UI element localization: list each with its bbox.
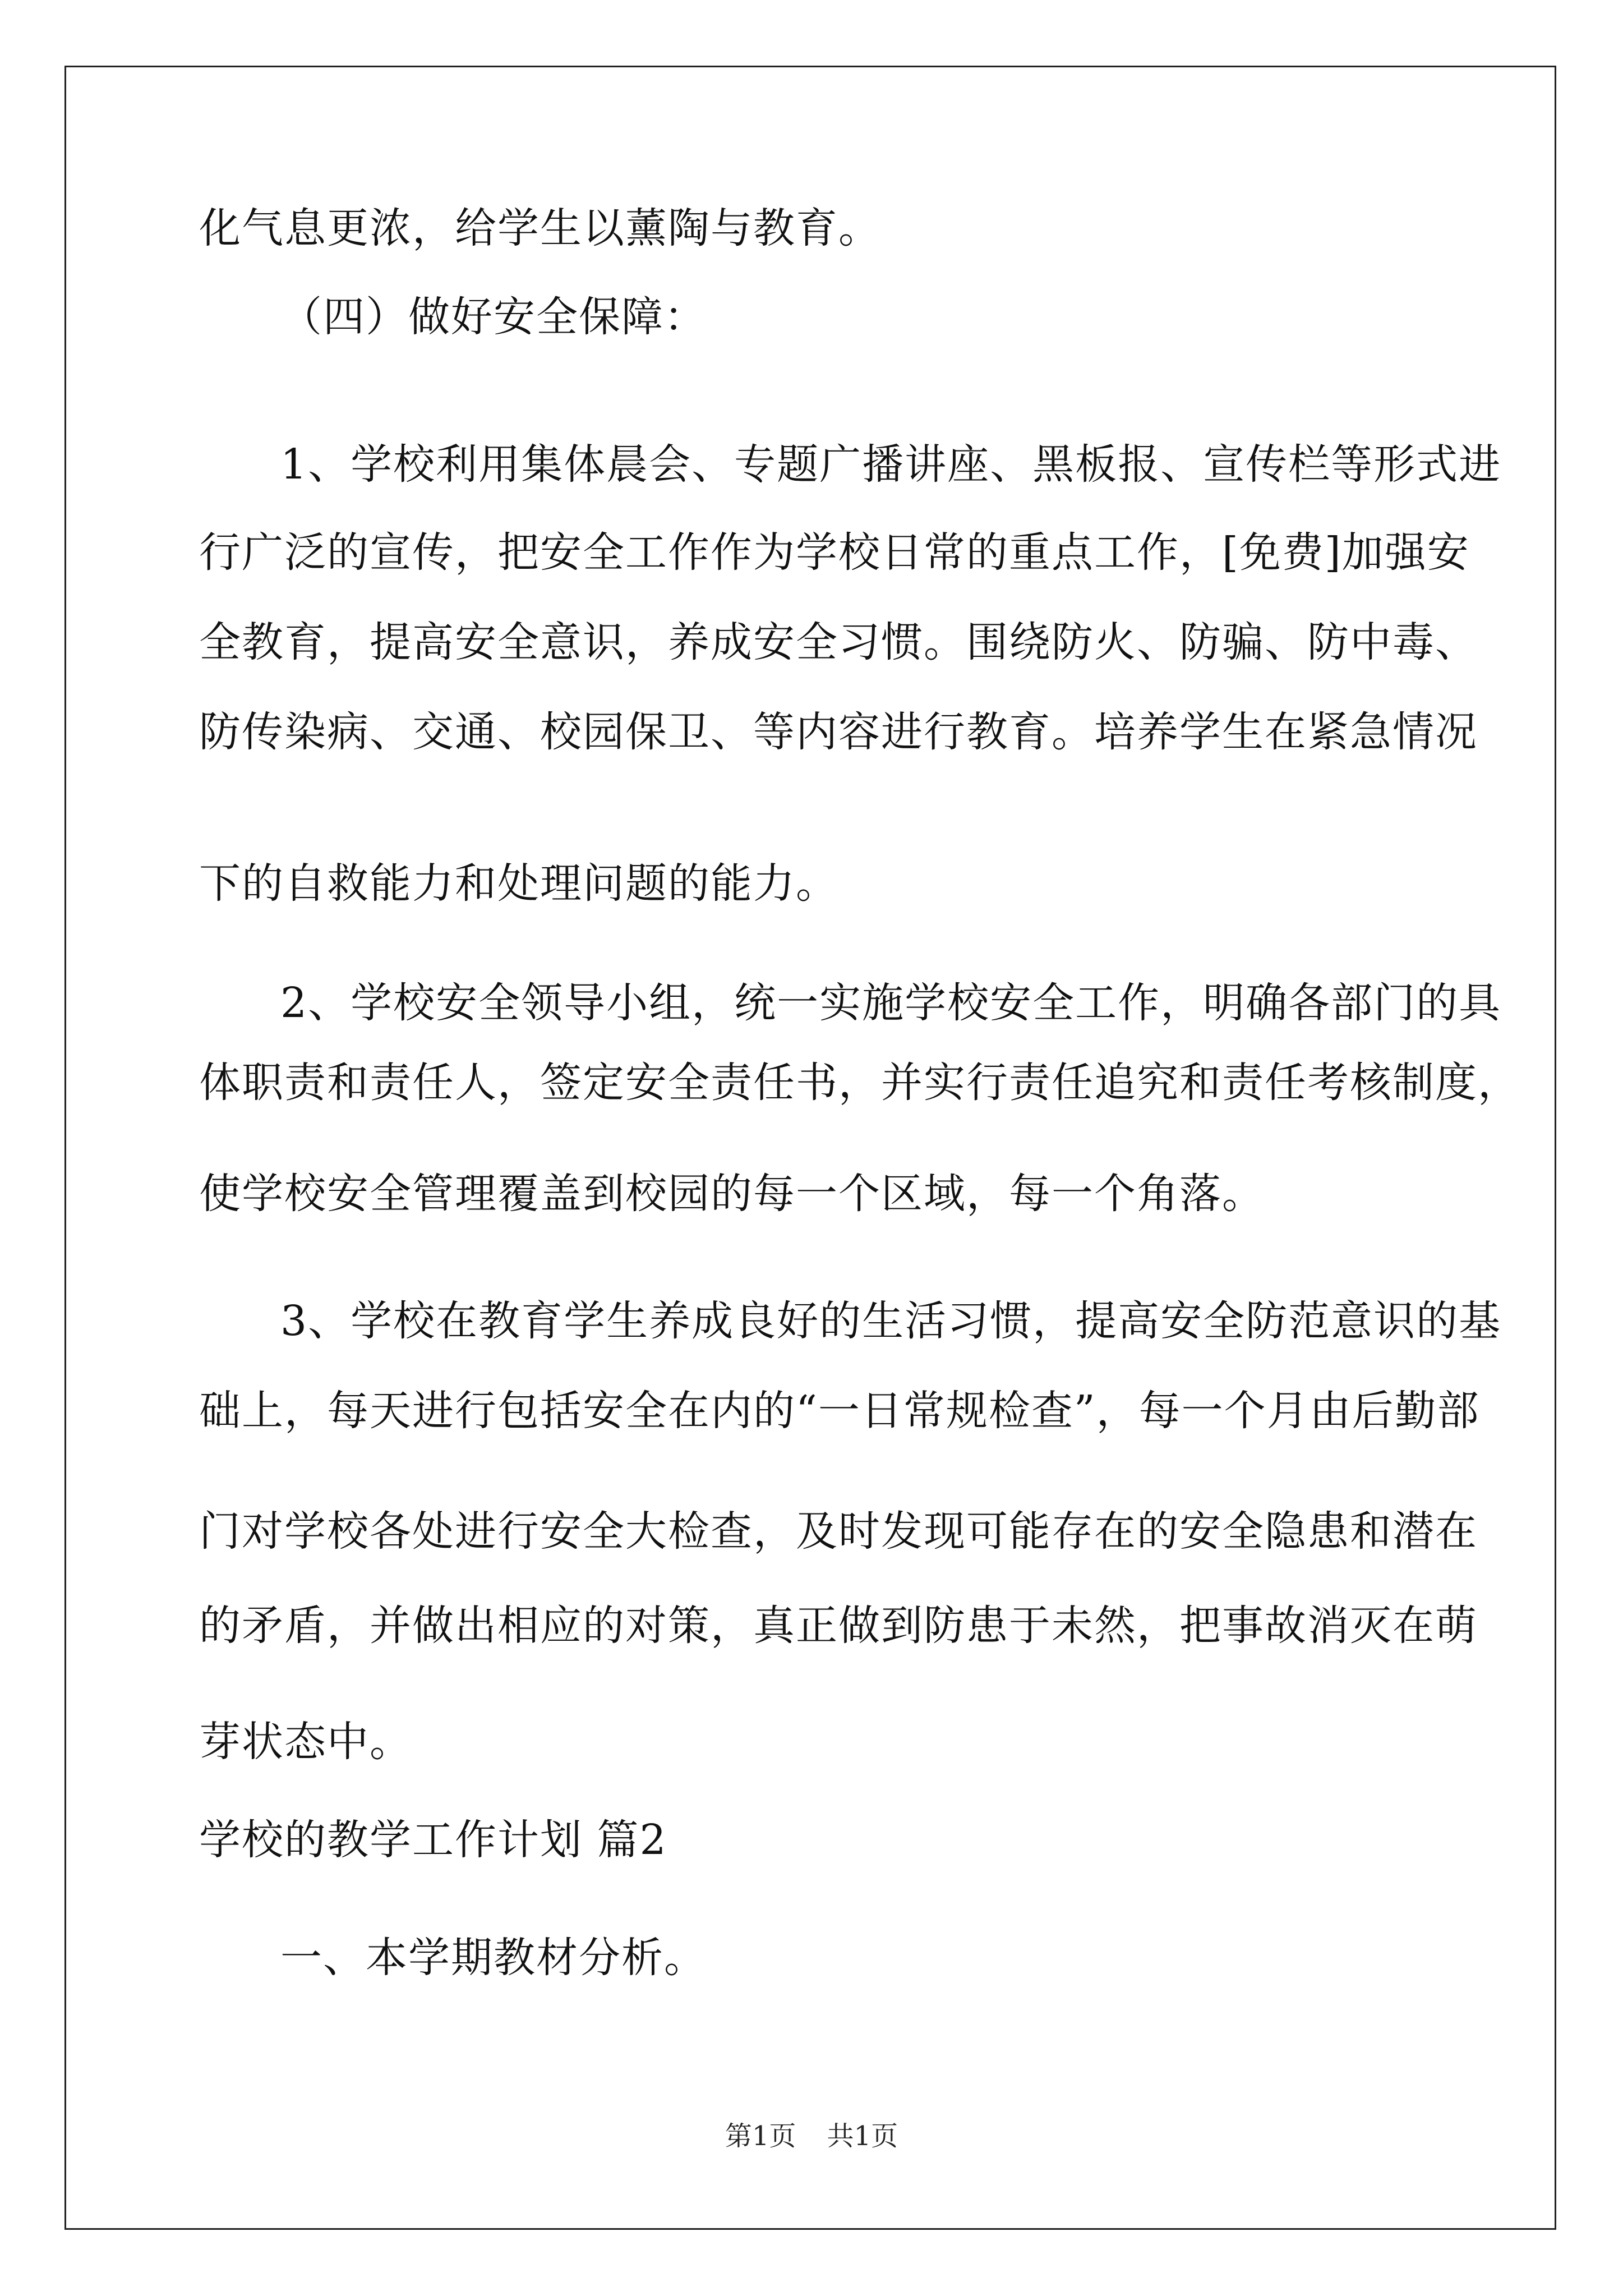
body-line: 全教育，提高安全意识，养成安全习惯。围绕防火、防骗、防中毒、 (199, 618, 1478, 666)
body-line: 的矛盾，并做出相应的对策，真正做到防患于未然，把事故消灭在萌 (199, 1602, 1478, 1650)
page-border (64, 66, 1556, 2230)
body-line: 2、学校安全领导小组，统一实施学校安全工作，明确各部门的具 (280, 979, 1502, 1027)
body-line: 使学校安全管理覆盖到校园的每一个区域，每一个角落。 (199, 1170, 1265, 1218)
body-line: 行广泛的宣传，把安全工作作为学校日常的重点工作，[免费]加强安 (199, 528, 1470, 577)
body-line: 化气息更浓，给学生以薰陶与教育。 (199, 204, 881, 252)
section-heading: （四）做好安全保障： (280, 293, 707, 341)
body-line: 体职责和责任人，签定安全责任书，并实行责任追究和责任考核制度， (199, 1059, 1520, 1107)
document-title: 学校的教学工作计划 篇2 (199, 1816, 667, 1864)
page-footer (0, 2119, 1623, 2153)
body-line: 下的自救能力和处理问题的能力。 (199, 859, 838, 908)
body-line: 础上，每天进行包括安全在内的“一日常规检查”，每一个月由后勤部 (199, 1387, 1480, 1435)
page-total: 共1页 (827, 2120, 898, 2152)
page-number: 第1页 (725, 2120, 796, 2152)
body-line: 防传染病、交通、校园保卫、等内容进行教育。培养学生在紧急情况 (199, 708, 1478, 756)
body-line: 1、学校利用集体晨会、专题广播讲座、黑板报、宣传栏等形式进 (280, 440, 1502, 489)
body-line: 芽状态中。 (199, 1718, 412, 1766)
section-heading: 一、本学期教材分析。 (280, 1934, 707, 1982)
body-line: 3、学校在教育学生养成良好的生活习惯，提高安全防范意识的基 (280, 1297, 1502, 1345)
body-line: 门对学校各处进行安全大检查，及时发现可能存在的安全隐患和潜在 (199, 1507, 1478, 1556)
